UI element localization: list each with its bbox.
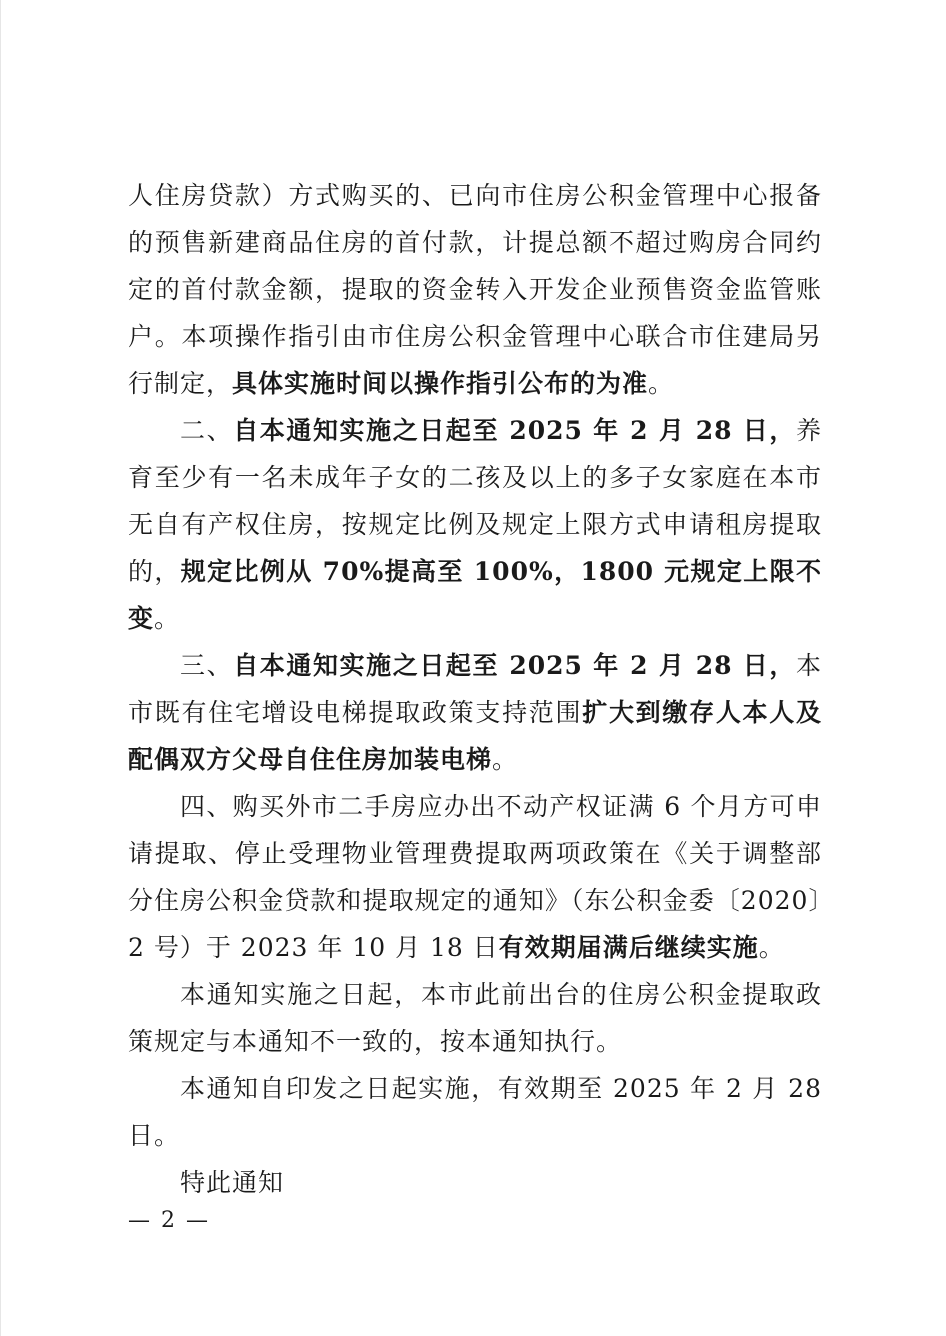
text-run: 。 [154, 604, 181, 633]
bold-run: 有效期届满后继续实施 [498, 933, 759, 962]
text-run: 本通知自印发之日起实施，有效期至 2025 年 2 月 28 日。 [128, 1074, 822, 1150]
paragraph-5 [128, 971, 822, 1065]
text-run: 人住房贷款）方式购买的、已向市住房公积金管理中心报备的预售新建商品住房的首付款，计提总额不超过购房合同约定的首付款金额，提取的资金转入开发企业预售资金监管账户。本项操作指引由市住房公积金管理中心联合市住建局另行制定， [128, 181, 822, 398]
text-run: 。 [758, 933, 785, 962]
text-run: 。 [492, 745, 519, 774]
text-run: 养育至少有一名未成年子女的二孩及以上的多子女家庭在本市无自有产权住房，按规定比例及规定上限方式申请租房提取的， [128, 416, 822, 586]
bold-run: 自本通知实施之日起至 2025 年 2 月 28 日， [233, 651, 796, 680]
bold-run: 自本通知实施之日起至 2025 年 2 月 28 日， [233, 416, 796, 445]
paragraph-7 [128, 1159, 822, 1206]
document-body [128, 172, 822, 1206]
text-run: 二、 [180, 416, 234, 445]
paragraph-3 [128, 642, 822, 783]
bold-run: 规定比例从 70%提高至 100%，1800 元规定上限不变 [128, 557, 822, 633]
paragraph-2 [128, 407, 822, 642]
text-run: 。 [648, 369, 675, 398]
text-run: 特此通知 [180, 1168, 285, 1197]
paragraph-4 [128, 783, 822, 971]
bold-run: 具体实施时间以操作指引公布的为准 [232, 369, 649, 398]
bold-run: 扩大到缴存人本人及配偶双方父母自住住房加装电梯 [128, 698, 822, 774]
text-run: 四、购买外市二手房应办出不动产权证满 6 个月方可申请提取、停止受理物业管理费提取两项政策在《关于调整部分住房公积金贷款和提取规定的通知》（东公积金委〔2020〕2 号）于 2023 年 10 月 18 日 [128, 792, 822, 962]
page-number: — 2 — [128, 1208, 210, 1233]
paragraph-1 [128, 172, 822, 407]
paragraph-6 [128, 1065, 822, 1159]
text-run: 三、 [180, 651, 234, 680]
text-run: 本通知实施之日起，本市此前出台的住房公积金提取政策规定与本通知不一致的，按本通知执行。 [128, 980, 822, 1056]
text-run: 本市既有住宅增设电梯提取政策支持范围 [128, 651, 822, 727]
